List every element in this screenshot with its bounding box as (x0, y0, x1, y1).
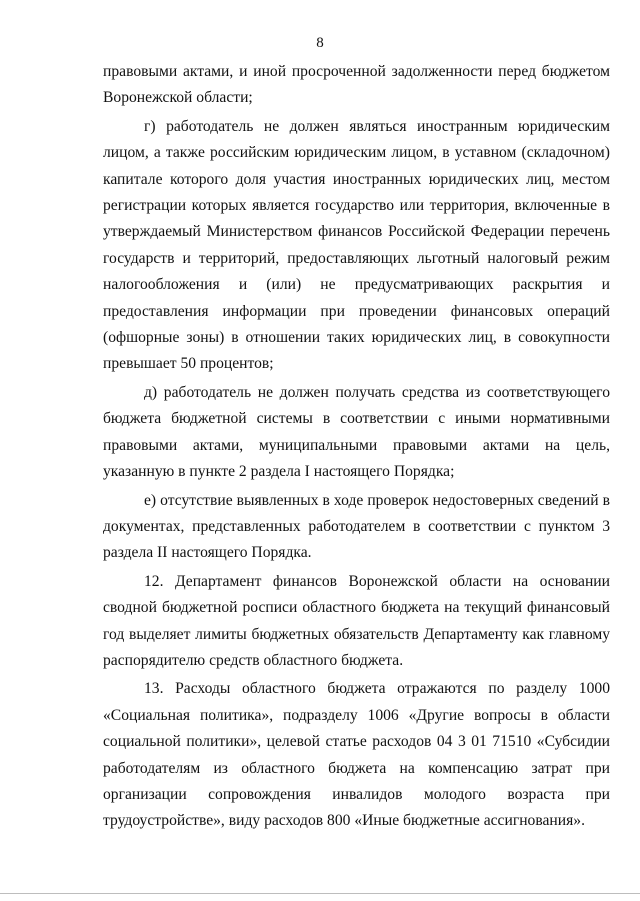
paragraph-item-g: г) работодатель не должен являться иностранным юридическим лицом, а также российским юридическим лицом, в уставном (складочном) капитале которого доля участия иностранных юридических лиц, местом регистрации которых является государство или территория, включенные в утверждаемый Министерством финансов Российской Федерации перечень государств и территорий, предоставляющих льготный налоговый режим налогообложения и (или) не предусматривающих раскрытия и предоставления информации при проведении финансовых операций (офшорные зоны) в отношении таких юридических лиц, в совокупности превышает 50 процентов; (103, 117, 610, 373)
paragraph-continuation: правовыми актами, и иной просроченной задолженности перед бюджетом Воронежской области; (103, 63, 610, 107)
paragraph-clause-12: 12. Департамент финансов Воронежской области на основании сводной бюджетной росписи областного бюджета на текущий финансовый год выделяет лимиты бюджетных обязательств Департаменту как главному распорядителю средств областного бюджета. (103, 572, 610, 669)
page-number: 8 (316, 35, 324, 51)
paragraph-clause-13: 13. Расходы областного бюджета отражаются по разделу 1000 «Социальная политика», подразделу 1006 «Другие вопросы в области социальной политики», целевой статье расходов 04 3 01 71510 «Субсидии работодателям из областного бюджета на компенсацию затрат при организации сопровождения инвалидов молодого возраста при трудоустройстве», виду расходов 800 «Иные бюджетные ассигнования». (103, 680, 610, 830)
paragraph-item-d: д) работодатель не должен получать средства из соответствующего бюджета бюджетной системы в соответствии с иными нормативными правовыми актами, муниципальными правовыми актами на цель, указанную в пункте 2 раздела I настоящего Порядка; (103, 383, 610, 481)
scan-edge-divider (0, 893, 640, 894)
paragraph-item-e: е) отсутствие выявленных в ходе проверок недостоверных сведений в документах, представленных работодателем в соответствии с пунктом 3 раздела II настоящего Порядка. (103, 491, 610, 562)
document-body (103, 59, 610, 835)
